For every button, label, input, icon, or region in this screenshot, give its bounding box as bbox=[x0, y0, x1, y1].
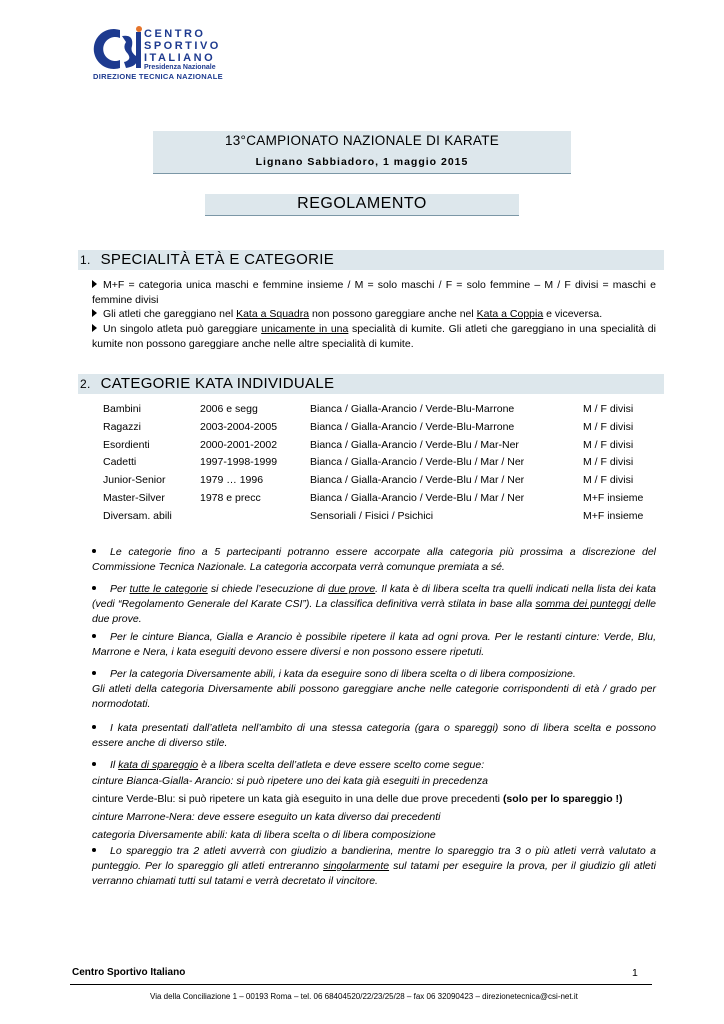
section1-bullet-3 bbox=[92, 322, 656, 351]
note-3 bbox=[92, 630, 656, 660]
dot-bullet-icon bbox=[92, 634, 96, 638]
section2-number: 2. bbox=[80, 377, 91, 391]
note-text: cinture Verde-Blu: si può ripetere un kata già eseguito in una delle due prove precedenti bbox=[92, 793, 503, 805]
table-cell-anni: 2000-2001-2002 bbox=[200, 438, 278, 451]
logo-text-line1: CENTRO bbox=[144, 28, 206, 40]
underlined-text: tutte le categorie bbox=[129, 583, 208, 595]
table-cell-tipo: M+F insieme bbox=[583, 509, 644, 522]
arrow-bullet-icon bbox=[92, 309, 97, 317]
logo-text-line3: ITALIANO bbox=[144, 52, 216, 64]
table-cell-cat: Cadetti bbox=[103, 456, 137, 469]
table-cell-anni: 2003-2004-2005 bbox=[200, 420, 278, 433]
note-text: è a libera scelta dell’atleta e deve essere scelto come segue: bbox=[198, 759, 485, 771]
arrow-bullet-icon bbox=[92, 324, 97, 332]
section1-title: SPECIALITÀ ETÀ E CATEGORIE bbox=[100, 251, 335, 268]
note-7 bbox=[92, 844, 656, 889]
section1-number: 1. bbox=[80, 253, 91, 267]
logo-text-line2: SPORTIVO bbox=[144, 40, 221, 52]
table-cell-cat: Diversam. abili bbox=[103, 509, 172, 522]
section1-bullet-2 bbox=[92, 307, 656, 322]
note-text: Per la categoria Diversamente abili, i kata da eseguire sono di libera scelta o di libera composizione. bbox=[110, 668, 576, 680]
dot-bullet-icon bbox=[92, 671, 96, 675]
logo-text-line4: Presidenza Nazionale bbox=[144, 64, 216, 71]
table-cell-tipo: M / F divisi bbox=[583, 456, 634, 469]
underlined-text: due prove bbox=[328, 583, 376, 595]
dot-bullet-icon bbox=[92, 848, 96, 852]
underlined-text: unicamente in una bbox=[261, 323, 349, 335]
spareggio-line-1: cinture Bianca-Gialla- Arancio: si può ripetere uno dei kata già eseguiti in precedenza bbox=[92, 775, 488, 787]
dot-bullet-icon bbox=[92, 762, 96, 766]
table-cell-tipo: M / F divisi bbox=[583, 403, 634, 415]
event-title: 13°CAMPIONATO NAZIONALE DI KARATE bbox=[224, 133, 500, 148]
table-cell-cat: Esordienti bbox=[103, 438, 150, 451]
table-cell-tipo: M / F divisi bbox=[583, 474, 634, 487]
dot-bullet-icon bbox=[92, 586, 96, 590]
table-cell-tipo: M+F insieme bbox=[583, 492, 644, 504]
table-cell-cat: Junior-Senior bbox=[103, 474, 166, 487]
bullet-text: non possono gareggiare anche nel bbox=[309, 308, 477, 320]
note-text: delle due prove. bbox=[92, 598, 656, 625]
footer-divider bbox=[70, 984, 652, 985]
note-text: Per le cinture Bianca, Gialla e Arancio è possibile ripetere il kata ad ogni prova. Per le restanti cinture: Verde, Blu, Marrone e Nera, i kata eseguiti devono essere diversi e non possono essere ripetuti. bbox=[92, 631, 656, 658]
spareggio-line-4: categoria Diversamente abili: kata di libera scelta o di libera composizione bbox=[92, 829, 436, 841]
underlined-text: kata di spareggio bbox=[118, 759, 199, 771]
note-text: . Il kata è di libera scelta tra quelli indicati nella lista dei kata (vedi “Regolamento Generale del Karate CSI”). La classifica definitiva verrà stilata in base alla bbox=[92, 583, 656, 610]
note-2 bbox=[92, 582, 656, 627]
bullet-text: specialità di kumite. Gli atleti che gareggiano in una specialità di kumite non possono gareggiare anche nelle altre specialità di kumite. bbox=[92, 323, 656, 350]
underlined-text: Kata a Coppia bbox=[476, 308, 544, 320]
section2-heading bbox=[80, 375, 334, 392]
table-cell-anni: 2006 e segg bbox=[200, 403, 258, 415]
note-6 bbox=[92, 758, 656, 843]
table-cell-cinture: Bianca / Gialla-Arancio / Verde-Blu / Mar / Ner bbox=[310, 492, 525, 504]
table-cell-cinture: Bianca / Gialla-Arancio / Verde-Blu / Mar / Ner bbox=[310, 474, 525, 487]
note-text: sul tatami per eseguire la prova, per il giudizio gli atleti verranno chiamati tutti sul tatami e verrà decretato il vincitore. bbox=[92, 860, 656, 887]
table-cell-cinture: Bianca / Gialla-Arancio / Verde-Blu / Mar / Ner bbox=[310, 456, 525, 469]
page-number: 1 bbox=[632, 967, 638, 979]
spareggio-line-2 bbox=[92, 792, 656, 807]
bullet-text: M+F = categoria unica maschi e femmine insieme / M = solo maschi / F = solo femmine – M / F divisi = maschi e femmine divisi bbox=[92, 279, 656, 306]
footer-org: Centro Sportivo Italiano bbox=[72, 967, 186, 978]
table-cell-cinture: Bianca / Gialla-Arancio / Verde-Blu-Marrone bbox=[310, 403, 515, 415]
note-text: I kata presentati dall’atleta nell’ambito di una stessa categoria (gara o spareggi) sono di libera scelta e possono essere anche di diverso stile. bbox=[92, 722, 656, 749]
csi-emblem-icon bbox=[92, 26, 144, 72]
event-subtitle: Lignano Sabbiadoro, 1 maggio 2015 bbox=[255, 156, 469, 168]
note-text: si chiede l’esecuzione di bbox=[207, 583, 329, 595]
table-cell-cat: Bambini bbox=[103, 403, 141, 415]
note-text: Le categorie fino a 5 partecipanti potranno essere accorpate alla categoria più prossima a discrezione del Commissione Tecnica Nazionale. La categoria accorpata verrà comunque premiata a sé. bbox=[92, 546, 656, 573]
note-text: Per bbox=[110, 583, 130, 595]
dot-bullet-icon bbox=[92, 725, 96, 729]
bullet-text: Un singolo atleta può gareggiare bbox=[103, 323, 262, 335]
table-cell-cinture: Bianca / Gialla-Arancio / Verde-Blu-Marrone bbox=[310, 420, 515, 433]
underlined-text: Kata a Squadra bbox=[236, 308, 310, 320]
table-cell-cat: Master-Silver bbox=[103, 492, 165, 504]
bullet-text: e viceversa. bbox=[543, 308, 603, 320]
regolamento-heading: REGOLAMENTO bbox=[297, 195, 427, 212]
section2-title: CATEGORIE KATA INDIVIDUALE bbox=[100, 375, 335, 392]
bullet-text: Gli atleti che gareggiano nel bbox=[103, 308, 237, 320]
underlined-text: singolarmente bbox=[323, 860, 390, 872]
footer-address: Via della Conciliazione 1 – 00193 Roma – tel. 06 68404520/22/23/25/28 – fax 06 32090423 – direzionetecnica@csi-net.it bbox=[150, 992, 578, 1001]
underlined-text: somma dei punteggi bbox=[535, 598, 631, 610]
table-cell-anni: 1979 … 1996 bbox=[200, 474, 264, 487]
spareggio-line-3: cinture Marrone-Nera: deve essere eseguito un kata diverso dai precedenti bbox=[92, 811, 441, 823]
section1-bullet-1 bbox=[92, 278, 656, 307]
table-cell-cat: Ragazzi bbox=[103, 420, 141, 433]
dot-bullet-icon bbox=[92, 549, 96, 553]
arrow-bullet-icon bbox=[92, 280, 97, 288]
note-text: Gli atleti della categoria Diversamente abili possono gareggiare anche nelle categorie corrispondenti di età / grado per normodotati. bbox=[92, 683, 656, 710]
table-cell-tipo: M / F divisi bbox=[583, 438, 634, 451]
department-name: DIREZIONE TECNICA NAZIONALE bbox=[93, 72, 223, 81]
note-4 bbox=[92, 667, 656, 712]
table-cell-anni: 1978 e precc bbox=[200, 492, 261, 504]
note-5 bbox=[92, 721, 656, 751]
table-cell-cinture: Bianca / Gialla-Arancio / Verde-Blu / Mar-Ner bbox=[310, 438, 519, 451]
table-cell-tipo: M / F divisi bbox=[583, 420, 634, 433]
bold-text: (solo per lo spareggio !) bbox=[502, 793, 623, 805]
section1-heading bbox=[80, 251, 334, 268]
note-text: Il bbox=[110, 759, 119, 771]
note-1 bbox=[92, 545, 656, 575]
table-cell-cinture: Sensoriali / Fisici / Psichici bbox=[310, 509, 434, 522]
table-cell-anni: 1997-1998-1999 bbox=[200, 456, 278, 469]
note-text: Lo spareggio tra 2 atleti avverrà con giudizio a bandierina, mentre lo spareggio tra 3 o più atleti verrà valutato a punteggio. Per lo spareggio gli atleti entreranno bbox=[92, 845, 656, 872]
